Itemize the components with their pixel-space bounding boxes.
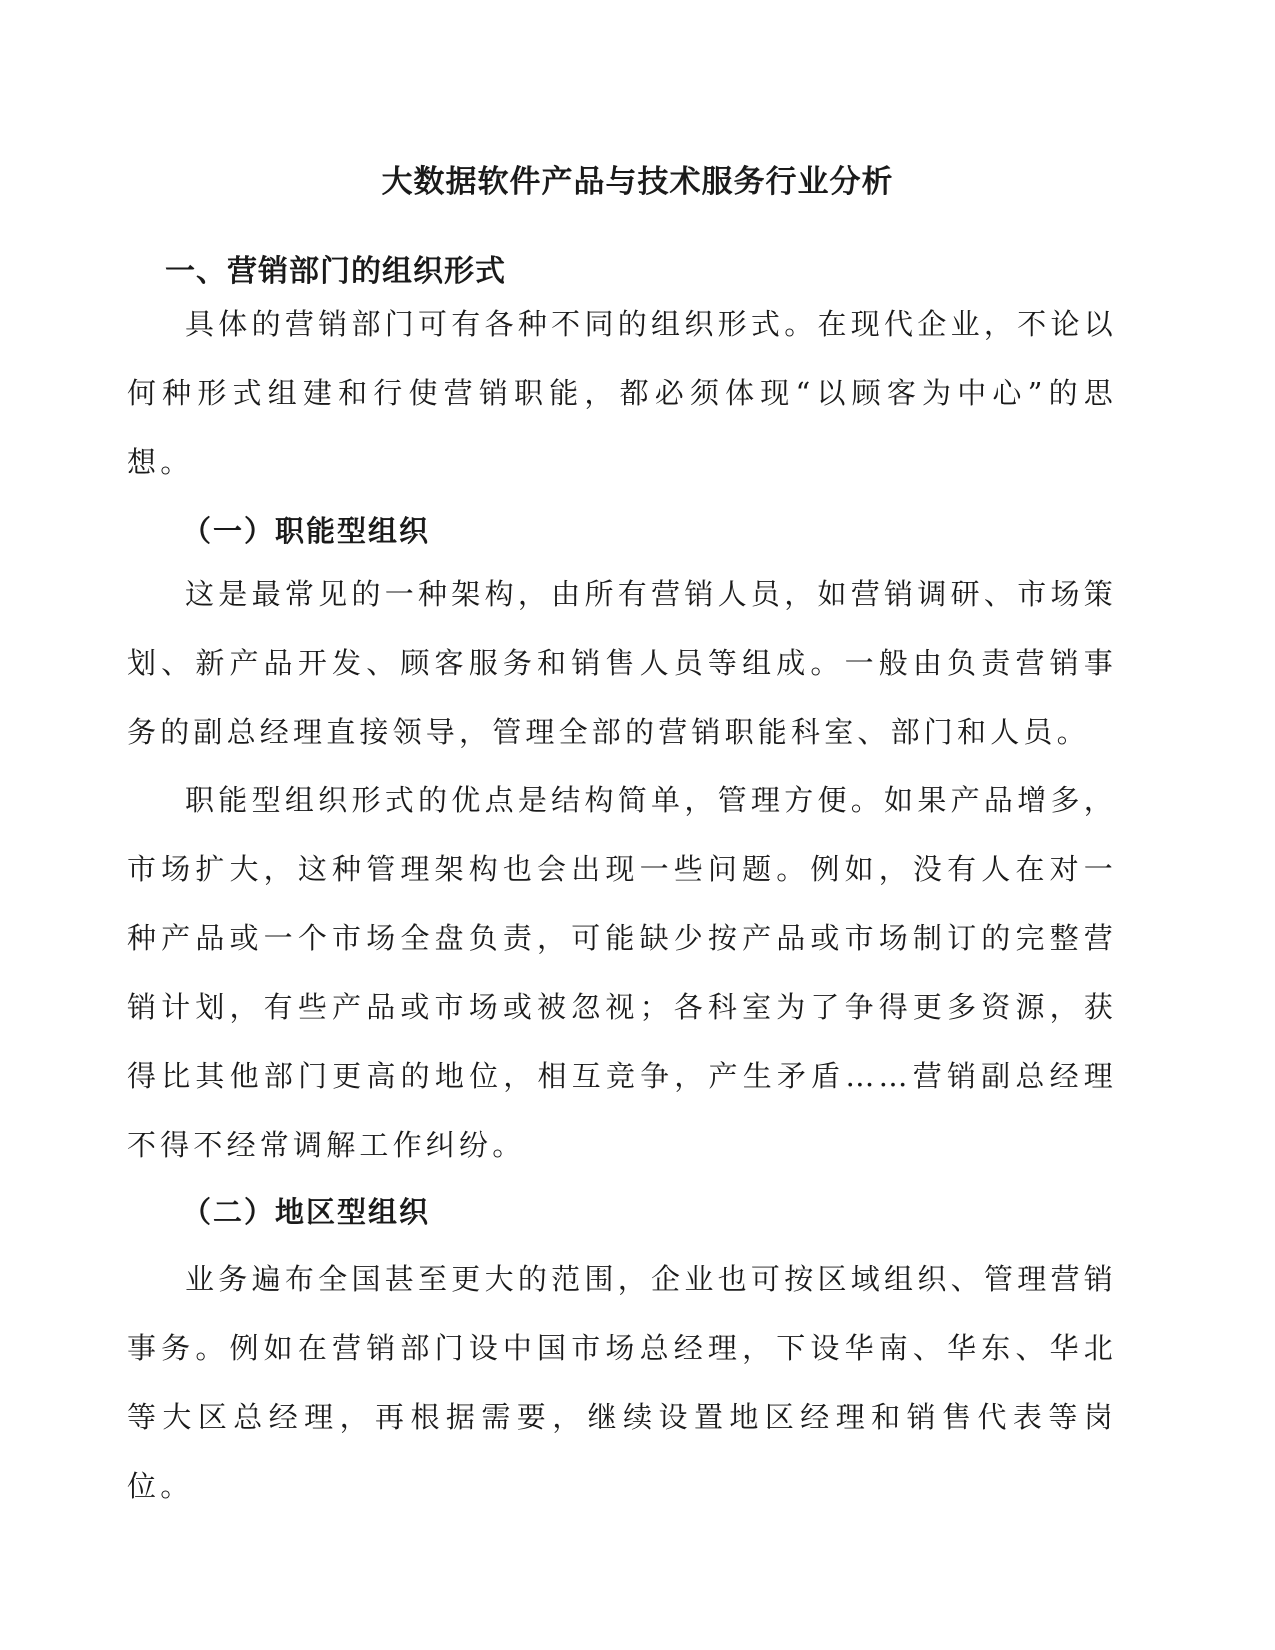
document-title: 大数据软件产品与技术服务行业分析 [381, 164, 894, 200]
section-1-intro-paragraph: 具体的营销部门可有各种不同的组织形式。在现代企业，不论以何种形式组建和行使营销职能，都必须体现“以顾客为中心”的思想。 [127, 307, 1117, 479]
regional-org-paragraph-1: 业务遍布全国甚至更大的范围，企业也可按区域组织、管理营销事务。例如在营销部门设中国市场总经理，下设华南、华东、华北等大区总经理，再根据需要，继续设置地区经理和销售代表等岗位。 [127, 1262, 1117, 1503]
functional-org-paragraph-2: 职能型组织形式的优点是结构简单，管理方便。如果产品增多，市场扩大，这种管理架构也会出现一些问题。例如，没有人在对一种产品或一个市场全盘负责，可能缺少按产品或市场制订的完整营销计划，有些产品或市场或被忽视；各科室为了争得更多资源，获得比其他部门更高的地位，相互竞争，产生矛盾……营销副总经理不得不经常调解工作纠纷。 [127, 783, 1117, 1162]
functional-org-paragraph-1: 这是最常见的一种架构，由所有营销人员，如营销调研、市场策划、新产品开发、顾客服务和销售人员等组成。一般由负责营销事务的副总经理直接领导，管理全部的营销职能科室、部门和人员。 [127, 577, 1117, 749]
section-heading-1: 一、营销部门的组织形式 [165, 254, 506, 289]
subsection-heading-functional: （一）职能型组织 [182, 514, 431, 548]
subsection-heading-regional: （二）地区型组织 [182, 1195, 431, 1229]
